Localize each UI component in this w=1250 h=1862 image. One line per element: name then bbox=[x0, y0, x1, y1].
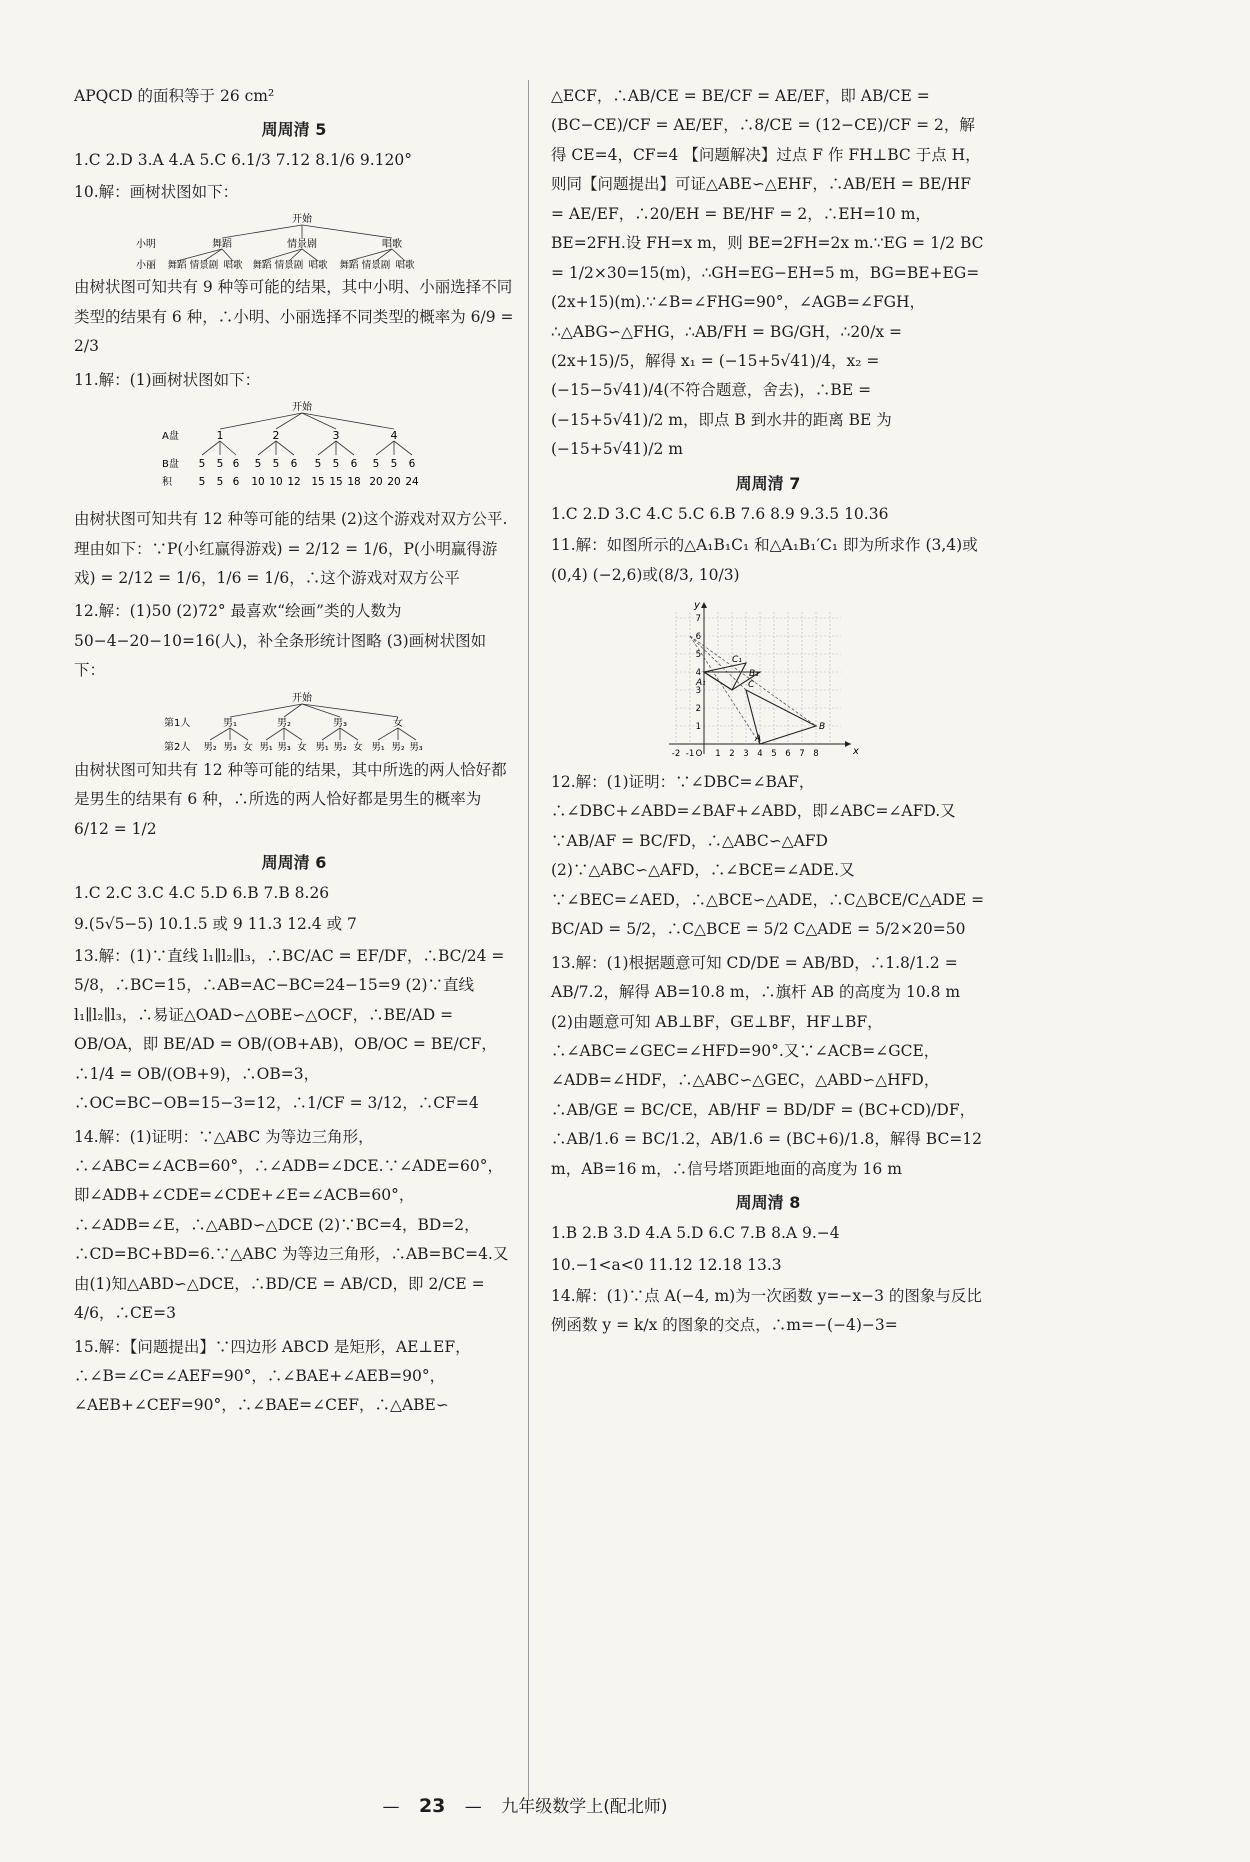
x-tick-5: 5 bbox=[771, 749, 777, 759]
tree2-p-0: 5 bbox=[198, 476, 206, 489]
tree1-l2-3: 舞蹈 bbox=[252, 260, 272, 270]
q14-solution: 14.解：(1)证明：∵△ABC 为等边三角形，∴∠ABC=∠ACB=60°，∴∠ADB=∠DCE.∵∠ADE=60°，即∠ADB+∠CDE=∠CDE+∠E=∠ACB=60°，∴∠ADB=∠E，∴△ABD∽△DCE (2)∵BC=4，BD=2，∴CD=BC+BD=6.∵△ABC 为等边三角形，∴AB=BC=4.又由(1)知△ABD∽△DCE，∴BD/CE = AB/CD，即 2/CE = 4/6，∴CE=3 bbox=[74, 1127, 509, 1323]
y-tick-6: 6 bbox=[695, 632, 701, 642]
x-tick-7: 7 bbox=[799, 749, 805, 759]
point-label-b: B bbox=[819, 722, 826, 732]
area-line: APQCD 的面积等于 26 cm² bbox=[74, 87, 275, 105]
graph-y-label: y bbox=[694, 600, 700, 611]
x-tick-m1: -1 bbox=[685, 749, 695, 759]
tree1-l2-6: 舞蹈 bbox=[339, 260, 359, 270]
tree2-b-label: B盘 bbox=[162, 459, 179, 471]
left-column bbox=[74, 82, 514, 1425]
tree1-root: 开始 bbox=[292, 214, 312, 226]
tree2-b-8: 6 bbox=[350, 458, 358, 471]
tree2-a-3: 4 bbox=[390, 429, 398, 443]
x-tick-1: 1 bbox=[715, 749, 721, 759]
q12-solution: 12.解：(1)证明：∵∠DBC=∠BAF，∴∠DBC+∠ABD=∠BAF+∠ABD，即∠ABC=∠AFD.又∵AB/AF = BC/FD，∴△ABC∽△AFD (2)∵△ABC∽△AFD，∴∠BCE=∠ADE.又∵∠BEC=∠AED，∴△BCE∽△ADE，∴C△BCE/C△ADE = BC/AD = 5/2，∴C△BCE = 5/2 C△ADE = 5/2×20=50 bbox=[551, 773, 985, 939]
tree2-a-0: 1 bbox=[216, 429, 224, 443]
tree2-p-11: 24 bbox=[405, 476, 419, 489]
point-label-a1: A₁ bbox=[696, 678, 706, 688]
tree1-left-label-1: 小丽 bbox=[136, 260, 156, 270]
q12-intro: 12.解：(1)50 (2)72° 最喜欢“绘画”类的人数为 50−4−20−10=16(人)，补全条形统计图略 (3)画树状图如下： bbox=[74, 602, 487, 680]
q13-solution: 13.解：(1)∵直线 l₁∥l₂∥l₃，∴BC/AC = EF/DF，∴BC/24 = 5/8，∴BC=15，∴AB=AC−BC=24−15=9 (2)∵直线 l₁∥l₂∥l₃，∴易证△OAD∽△OBE∽△OCF，∴BE/AD = OB/OA，即 BE/AD = OB/(OB+AB)，OB/OC = BE/CF，∴1/4 = OB/(OB+9)，∴OB=3，∴OC=BC−OB=15−3=12，∴1/CF = 3/12，∴CF=4 bbox=[74, 946, 505, 1113]
tree2-a-2: 3 bbox=[332, 429, 340, 443]
tree2-p-2: 6 bbox=[232, 476, 240, 489]
tree3-l2-6: 男₁ bbox=[315, 741, 329, 752]
page-number: 23 bbox=[418, 1795, 446, 1817]
tree2-p-8: 18 bbox=[347, 476, 361, 489]
column-divider bbox=[528, 80, 529, 1800]
tree2-b-7: 5 bbox=[332, 458, 340, 471]
answers-8a: 1.B 2.B 3.D 4.A 5.D 6.C 7.B 8.A 9.−4 bbox=[551, 1224, 840, 1243]
tree3-l2-0: 男₂ bbox=[203, 741, 217, 752]
tree3-l2-9: 男₁ bbox=[371, 741, 385, 752]
answers-8b: 10.−1<a<0 11.12 12.18 13.3 bbox=[551, 1255, 782, 1274]
q10-conclusion: 由树状图可知共有 9 种等可能的结果，其中小明、小丽选择不同类型的结果有 6 种，∴小明、小丽选择不同类型的概率为 6/9 = 2/3 bbox=[74, 278, 514, 356]
book-title: 九年级数学上(配北师) bbox=[501, 1797, 668, 1817]
tree3-l2-10: 男₂ bbox=[391, 741, 405, 752]
tree-diagram-1 bbox=[74, 211, 514, 269]
tree1-l2-8: 唱歌 bbox=[395, 260, 415, 270]
section-heading-8: 周周清 8 bbox=[735, 1193, 801, 1213]
tree3-r1-label: 第1人 bbox=[164, 717, 191, 729]
x-tick-m2: -2 bbox=[671, 749, 681, 759]
q13-solution-r: 13.解：(1)根据题意可知 CD/DE = AB/BD，∴1.8/1.2 = AB/7.2，解得 AB=10.8 m，∴旗杆 AB 的高度为 10.8 m (2)由题意可知 AB⊥BF，GE⊥BF，HF⊥BF，∴∠ABC=∠GEC=∠HFD=90°.又∵∠ACB=∠GCE，∠ADB=∠HDF，∴△ABC∽△GEC，△ABD∽△HFD，∴AB/GE = BC/CE，AB/HF = BD/DF = (BC+CD)/DF，∴AB/1.6 = BC/1.2，AB/1.6 = (BC+6)/1.8，解得 BC=12 m，AB=16 m，∴信号塔顶距地面的高度为 16 m bbox=[551, 953, 983, 1178]
x-tick-2: 2 bbox=[729, 749, 735, 759]
tree1-l2-5: 唱歌 bbox=[308, 260, 328, 270]
tree2-p-9: 20 bbox=[369, 476, 383, 489]
tree2-b-1: 5 bbox=[216, 458, 224, 471]
coordinate-graph bbox=[551, 594, 985, 764]
point-label-c: C bbox=[748, 680, 755, 690]
y-tick-5: 5 bbox=[695, 650, 701, 660]
answers-6a: 1.C 2.C 3.C 4.C 5.D 6.B 7.B 8.26 bbox=[74, 884, 330, 902]
q14-solution-r: 14.解：(1)∵点 A(−4, m)为一次函数 y=−x−3 的图象与反比例函数 y = k/x 的图象的交点，∴m=−(−4)−3= bbox=[551, 1287, 982, 1335]
tree-diagram-2 bbox=[74, 399, 514, 501]
tree2-p-7: 15 bbox=[329, 476, 343, 489]
tree2-p-6: 15 bbox=[311, 476, 325, 489]
tree2-b-4: 5 bbox=[272, 458, 280, 471]
tree3-l2-2: 女 bbox=[243, 741, 253, 752]
y-tick-7: 7 bbox=[695, 614, 701, 624]
tree2-b-11: 6 bbox=[408, 458, 416, 471]
tree1-left-label-0: 小明 bbox=[136, 239, 156, 251]
tree3-l2-4: 男₃ bbox=[277, 741, 291, 752]
page-footer: — 23 — 九年级数学上(配北师) bbox=[382, 1795, 668, 1817]
tree2-p-5: 12 bbox=[287, 476, 301, 489]
tree1-l1-0: 舞蹈 bbox=[212, 239, 232, 251]
tree3-l1-3: 女 bbox=[393, 717, 403, 729]
section-heading-6: 周周清 6 bbox=[261, 853, 327, 872]
x-tick-3: 3 bbox=[743, 749, 749, 759]
tree1-l2-7: 情景剧 bbox=[361, 260, 391, 270]
q12-conclusion: 由树状图可知共有 12 种等可能的结果，其中所选的两人恰好都是男生的结果有 6 种，∴所选的两人恰好都是男生的概率为 6/12 = 1/2 bbox=[74, 760, 507, 838]
section-heading-7: 周周清 7 bbox=[735, 473, 801, 493]
graph-x-label: x bbox=[853, 746, 859, 757]
x-tick-origin: O bbox=[695, 749, 703, 759]
tree3-l1-0: 男₁ bbox=[222, 717, 238, 729]
q10-intro: 10.解：画树状图如下： bbox=[74, 182, 239, 201]
tree2-b-5: 6 bbox=[290, 458, 298, 471]
tree3-root: 开始 bbox=[292, 692, 312, 704]
tree2-b-3: 5 bbox=[254, 458, 262, 471]
section-heading-5: 周周清 5 bbox=[261, 120, 327, 140]
point-label-b1: B₁ bbox=[749, 669, 759, 679]
tree2-b-10: 5 bbox=[390, 458, 398, 471]
tree2-b-0: 5 bbox=[198, 458, 206, 471]
y-tick-1: 1 bbox=[695, 722, 701, 732]
point-label-c1: C₁ bbox=[732, 655, 742, 665]
answers-7: 1.C 2.D 3.C 4.C 5.C 6.B 7.6 8.9 9.3.5 10.36 bbox=[551, 504, 889, 523]
tree1-l2-4: 情景剧 bbox=[274, 260, 304, 270]
tree2-b-6: 5 bbox=[314, 458, 322, 471]
x-tick-6: 6 bbox=[785, 749, 791, 759]
q15-continued: △ECF，∴AB/CE = BE/CF = AE/EF，即 AB/CE = (BC−CE)/CF = AE/EF，∴8/CE = (12−CE)/CF = 2，解得 CE=4，CF=4 【问题解决】过点 F 作 FH⊥BC 于点 H，则同【问题提出】可证△ABE∽△EHF，∴AB/EH = BE/HF = AE/EF，∴20/EH = BE/HF = 2，∴EH=10 m，BE=2FH.设 FH=x m，则 BE=2FH=2x m.∵EG = 1/2 BC = 1/2×30=15(m)，∴GH=EG−EH=5 m，BG=BE+EG=(2x+15)(m).∵∠B=∠FHG=90°，∠AGB=∠FGH，∴△ABG∽△FHG，∴AB/FH = BG/GH，∴20/x = (2x+15)/5，解得 x₁ = (−15+5√41)/4，x₂ = (−15−5√41)/4(不符合题意，舍去)，∴BE = (−15+5√41)/2 m，即点 B 到水井的距离 BE 为 (−15+5√41)/2 m bbox=[551, 87, 984, 459]
tree3-l2-5: 女 bbox=[297, 741, 307, 752]
answers-6b: 9.(5√5−5) 10.1.5 或 9 11.3 12.4 或 7 bbox=[74, 915, 357, 934]
point-label-a: A bbox=[755, 734, 762, 744]
tree1-l2-2: 唱歌 bbox=[223, 260, 243, 270]
q11-solution: 11.解：如图所示的△A₁B₁C₁ 和△A₁B₁′C₁ 即为所求作 (3,4)或(0,4) (−2,6)或(8/3, 10/3) bbox=[551, 536, 978, 584]
y-tick-4: 4 bbox=[695, 668, 701, 678]
tree3-r2-label: 第2人 bbox=[164, 741, 191, 752]
tree3-l2-3: 男₁ bbox=[259, 741, 273, 752]
q11-intro: 11.解：(1)画树状图如下： bbox=[74, 370, 261, 389]
tree1-l2-1: 情景剧 bbox=[189, 260, 219, 270]
tree2-p-3: 10 bbox=[251, 476, 265, 489]
tree2-p-10: 20 bbox=[387, 476, 401, 489]
tree3-l2-1: 男₃ bbox=[223, 741, 237, 752]
tree3-l1-2: 男₃ bbox=[332, 717, 348, 729]
tree1-l1-1: 情景剧 bbox=[287, 239, 317, 251]
right-column bbox=[551, 82, 985, 1345]
tree2-root: 开始 bbox=[292, 402, 312, 414]
tree2-product-label: 积 bbox=[162, 477, 172, 489]
answers-5: 1.C 2.D 3.A 4.A 5.C 6.1/3 7.12 8.1/6 9.120° bbox=[74, 151, 412, 170]
x-tick-8: 8 bbox=[813, 749, 819, 759]
tree3-l1-1: 男₂ bbox=[276, 717, 292, 729]
tree1-l2-0: 舞蹈 bbox=[167, 260, 187, 270]
tree2-a-label: A盘 bbox=[162, 431, 179, 443]
q11-conclusion: 由树状图可知共有 12 种等可能的结果 (2)这个游戏对双方公平.理由如下：∵P(小红赢得游戏) = 2/12 = 1/6，P(小明赢得游戏) = 2/12 = 1/6，1/6 = 1/6，∴这个游戏对双方公平 bbox=[74, 510, 508, 587]
tree3-l2-8: 女 bbox=[353, 741, 363, 752]
q15-solution: 15.解：【问题提出】∵四边形 ABCD 是矩形，AE⊥EF，∴∠B=∠C=∠AEF=90°，∴∠BAE+∠AEB=90°，∠AEB+∠CEF=90°，∴∠BAE=∠CEF，∴△ABE∽ bbox=[74, 1337, 471, 1415]
x-tick-4: 4 bbox=[757, 749, 763, 759]
y-tick-2: 2 bbox=[695, 704, 701, 714]
tree2-b-9: 5 bbox=[372, 458, 380, 471]
tree2-p-4: 10 bbox=[269, 476, 283, 489]
tree2-p-1: 5 bbox=[216, 476, 224, 489]
tree3-l2-11: 男₃ bbox=[409, 741, 423, 752]
tree2-b-2: 6 bbox=[232, 458, 240, 471]
tree1-l1-2: 唱歌 bbox=[382, 239, 402, 251]
tree2-a-1: 2 bbox=[272, 429, 280, 443]
tree-diagram-3 bbox=[74, 690, 514, 752]
tree3-l2-7: 男₂ bbox=[333, 741, 347, 752]
y-tick-3: 3 bbox=[695, 686, 701, 696]
